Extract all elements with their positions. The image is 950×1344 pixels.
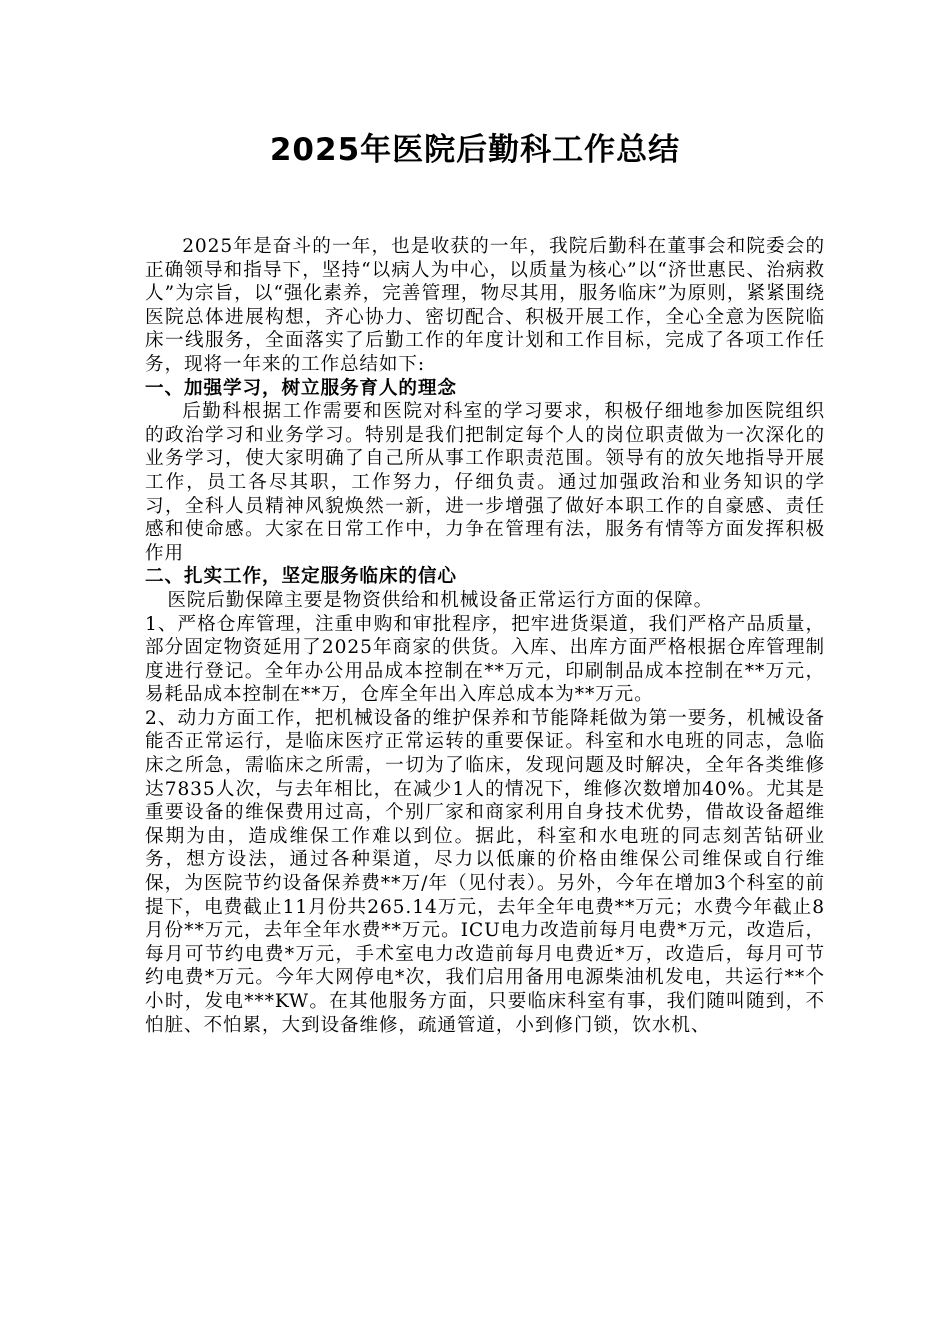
document-title: 2025年医院后勤科工作总结 [269,132,681,168]
section2-intro: 医院后勤保障主要是物资供给和机械设备正常运行方面的保障。 [167,589,714,611]
intro-paragraph: 2025年是奋斗的一年，也是收获的一年，我院后勤科在董事会和院委会的正确领导和指导下，坚持“以病人为中心，以质量为核心”以“济世惠民、治病救人”为宗旨，以“强化素养，完善管理，物尽其用，服务临床”为原则，紧紧围绕医院总体进展构想，齐心协力、密切配合、积极开展工作，全心全意为医院临床一线服务，全面落实了后勤工作的年度计划和工作目标，完成了各项工作任务，现将一年来的工作总结如下: [145,236,825,375]
section2-item1: 1、严格仓库管理，注重申购和审批程序，把牢进货渠道，我们严格产品质量，部分固定物资延用了2025年商家的供货。入库、出库方面严格根据仓库管理制度进行登记。全年办公用品成本控制在**万元，印刷制品成本控制在**万元，易耗品成本控制在**万，仓库全年出入库总成本为**万元。 [145,613,825,706]
section2-heading: 二、扎实工作，坚定服务临床的信心 [145,566,457,588]
section1-heading: 一、加强学习，树立服务育人的理念 [145,377,457,399]
section1-paragraph: 后勤科根据工作需要和医院对科室的学习要求，积极仔细地参加医院组织的政治学习和业务学习。特别是我们把制定每个人的岗位职责做为一次深化的业务学习，使大家明确了自己所从事工作职责范围。领导有的放矢地指导开展工作，员工各尽其职，工作努力，仔细负责。通过加强政治和业务知识的学习，全科人员精神风貌焕然一新，进一步增强了做好本职工作的自豪感、责任感和使命感。大家在日常工作中，力争在管理有法，服务有情等方面发挥积极作用 [145,401,825,564]
section2-item2: 2、动力方面工作，把机械设备的维护保养和节能降耗做为第一要务，机械设备能否正常运行，是临床医疗正常运转的重要保证。科室和水电班的同志，急临床之所急，需临床之所需，一切为了临床，发现问题及时解决，全年各类维修达7835人次，与去年相比，在减少1人的情况下，维修次数增加40%。尤其是重要设备的维保费用过高，个别厂家和商家利用自身技术优势，借故设备超维保期为由，造成维保工作难以到位。据此，科室和水电班的同志刻苦钻研业务，想方设法，通过各种渠道，尽力以低廉的价格由维保公司维保或自行维保，为医院节约设备保养费**万/年（见付表）。另外，今年在增加3个科室的前提下，电费截止11月份共265.14万元，去年全年电费**万元；水费今年截止8月份**万元，去年全年水费**万元。ICU电力改造前每月电费*万元，改造后，每月可节约电费*万元，手术室电力改造前每月电费近*万，改造后，每月可节约电费*万元。今年大网停电*次，我们启用备用电源柴油机发电，共运行**个小时，发电***KW。在其他服务方面，只要临床科室有事，我们随叫随到，不怕脏、不怕累，大到设备维修，疏通管道，小到修门锁，饮水机、 [145,707,825,1036]
document-body [145,235,825,1037]
